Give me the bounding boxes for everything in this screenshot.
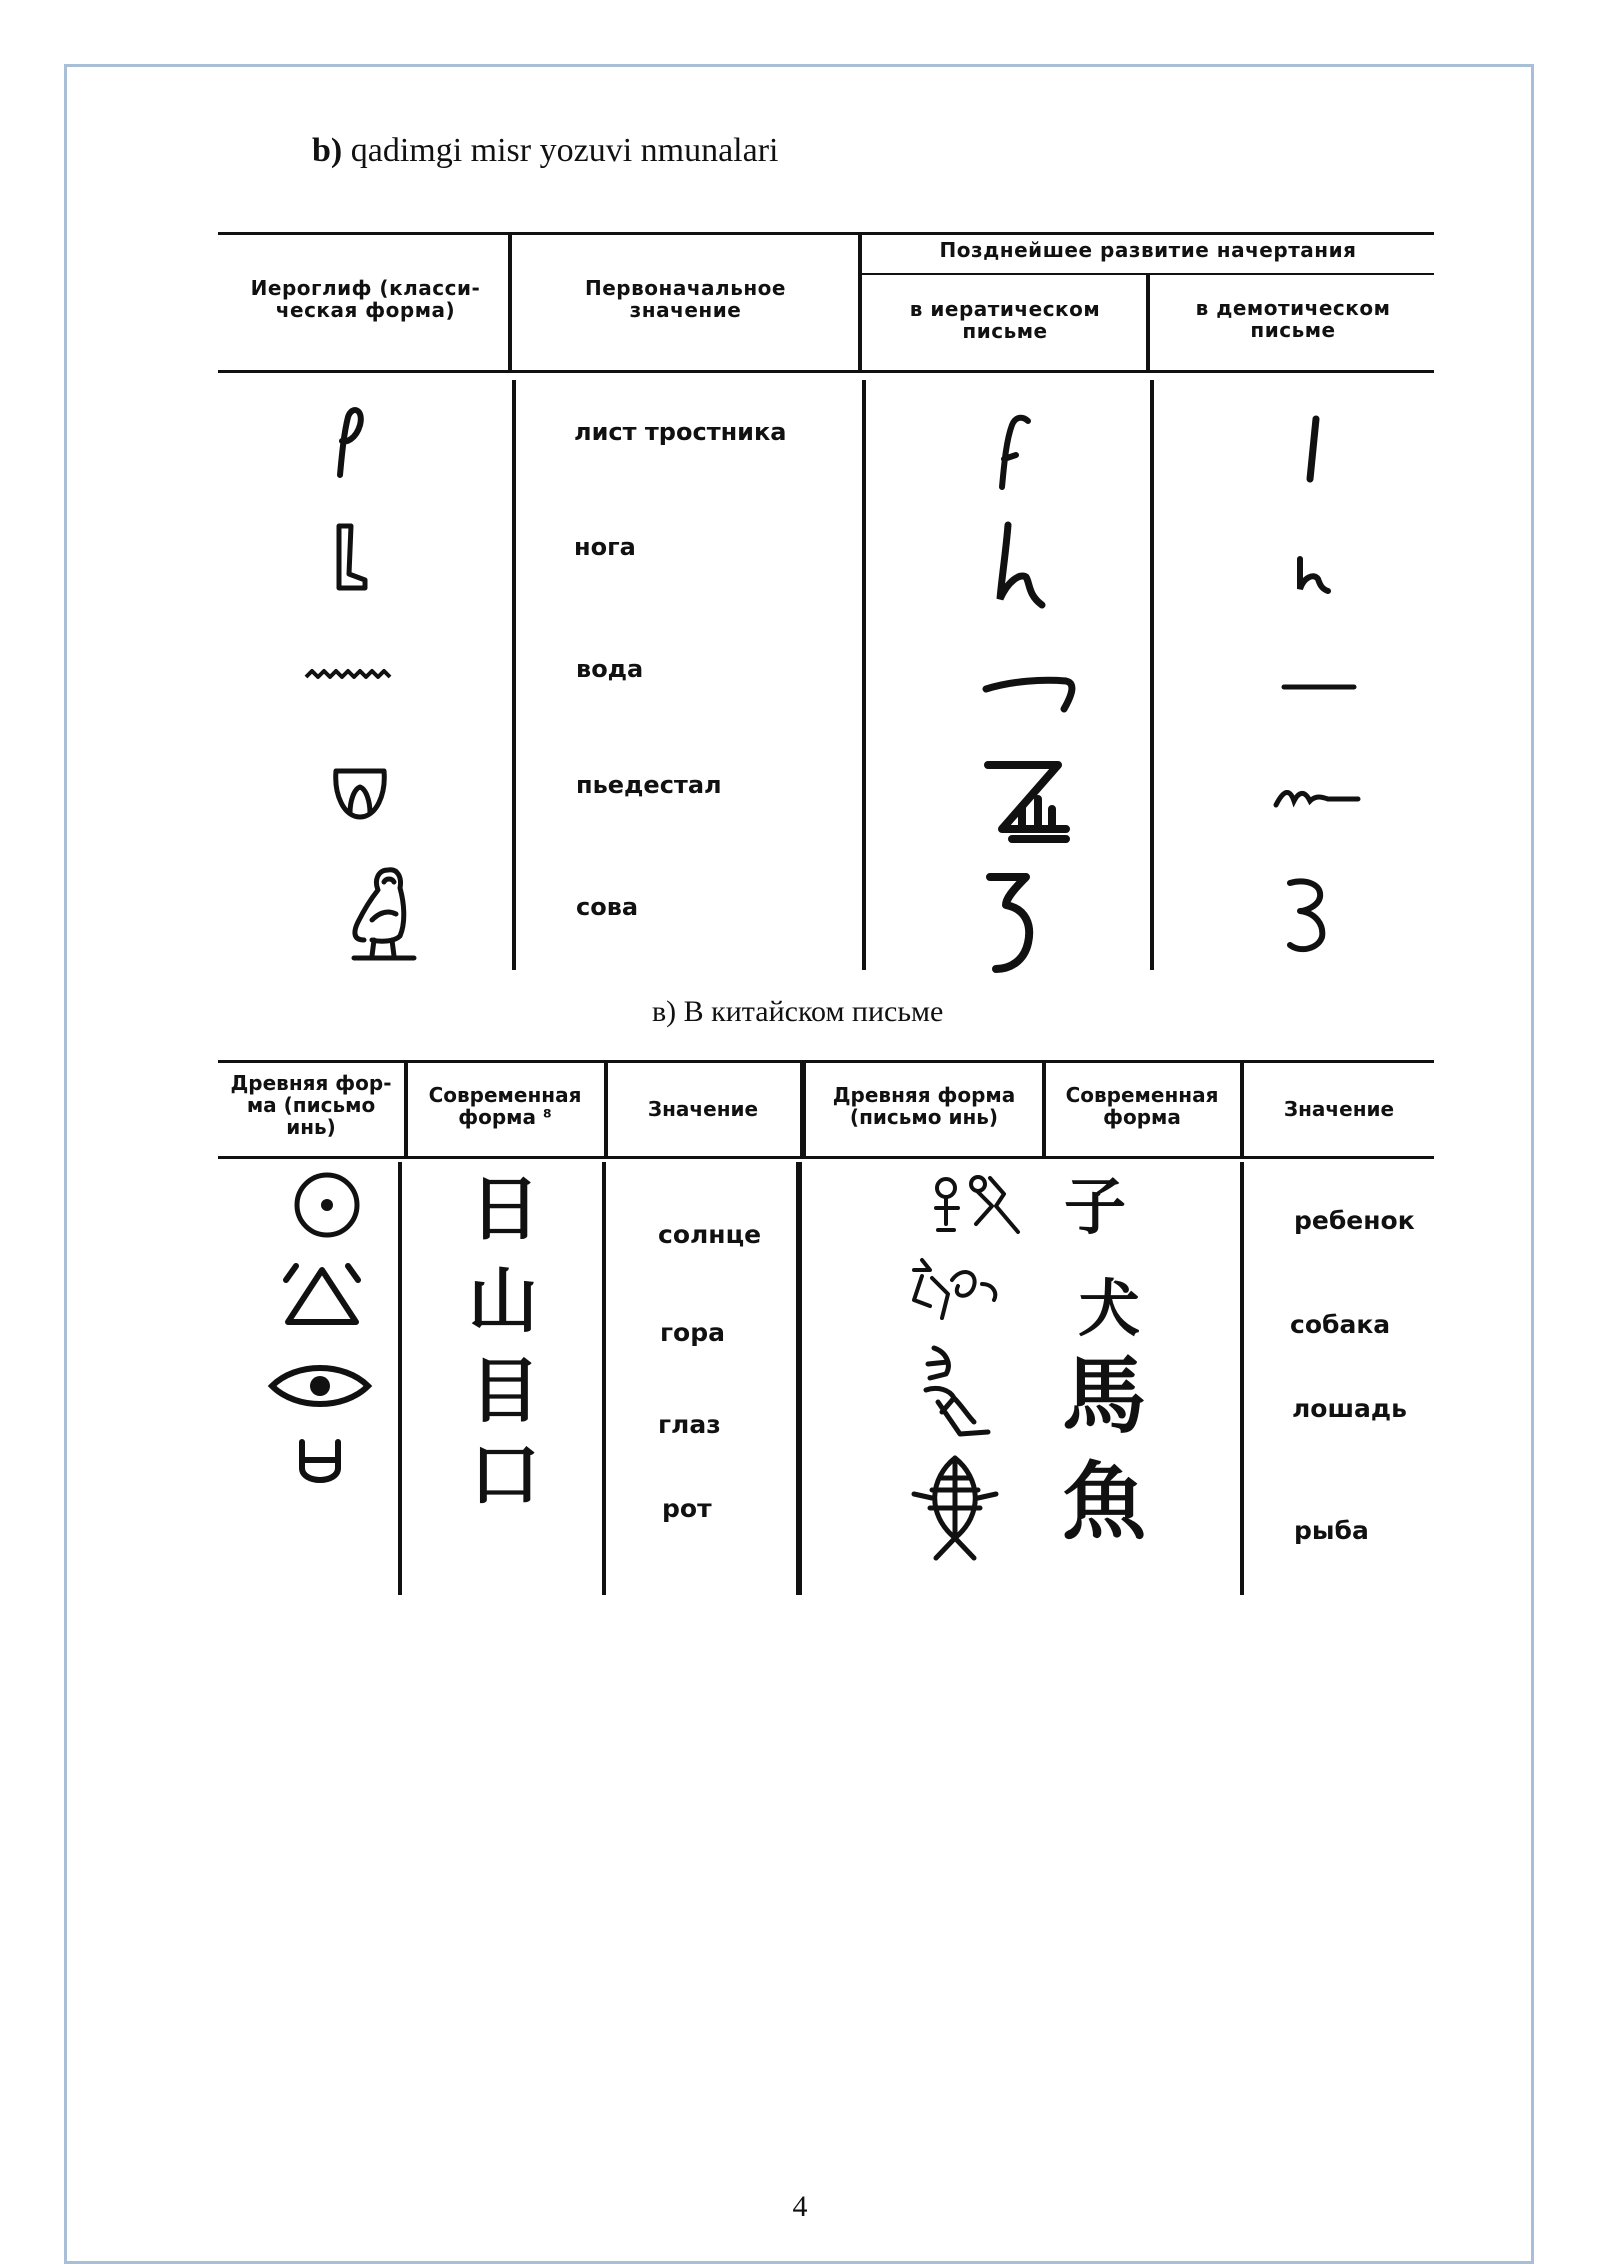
header-modern-form-2: Современная форма xyxy=(1065,1083,1219,1129)
col-divider xyxy=(858,232,862,370)
col-divider xyxy=(602,1162,606,1595)
chinese-script-table xyxy=(218,1060,1434,1595)
water-icon xyxy=(304,665,394,685)
page-number: 4 xyxy=(792,2190,808,2223)
table-header-rule xyxy=(218,370,1434,373)
meaning-dog: собака xyxy=(1290,1310,1391,1339)
table-top-rule xyxy=(218,1060,1434,1063)
hieratic-pedestal-icon xyxy=(982,755,1072,845)
table-header-rule xyxy=(218,1156,1434,1159)
meaning-horse: лошадь xyxy=(1292,1394,1407,1423)
horse-ancient-icon xyxy=(918,1342,998,1442)
col-divider xyxy=(512,380,516,970)
heading-label: b) xyxy=(312,132,343,169)
mountain-ancient-icon xyxy=(282,1260,362,1330)
hieratic-owl-icon xyxy=(982,869,1042,979)
header-demotic: в демотическом письме xyxy=(1195,296,1391,342)
owl-icon xyxy=(344,860,424,970)
dog-ancient-icon xyxy=(908,1256,1004,1326)
modern-char-mountain: 山 xyxy=(468,1260,538,1342)
modern-char-child: 子 xyxy=(1064,1170,1127,1243)
header-hieratic: в иератическом письме xyxy=(909,297,1101,343)
meaning-mouth: рот xyxy=(662,1494,712,1523)
egyptian-script-table xyxy=(218,225,1434,970)
header-original-meaning: Первоначальное значение xyxy=(585,276,786,322)
col-divider-double xyxy=(800,1062,806,1158)
header-hieroglyph: Иероглиф (класси- ческая форма) xyxy=(250,276,481,322)
section-heading xyxy=(312,132,779,170)
hieratic-reed-icon xyxy=(994,411,1034,491)
modern-char-fish: 魚 xyxy=(1062,1453,1147,1551)
col-divider xyxy=(398,1162,402,1595)
header-later-development: Позднейшее развитие начертания xyxy=(939,238,1357,262)
meaning-reed: лист тростника xyxy=(574,418,787,446)
pedestal-icon xyxy=(330,765,390,825)
modern-char-eye: 目 xyxy=(470,1350,540,1432)
col-divider xyxy=(1146,275,1150,370)
meaning-pedestal: пьедестал xyxy=(576,771,722,799)
col-divider xyxy=(862,380,866,970)
col-divider xyxy=(1150,380,1154,970)
hieratic-leg-icon xyxy=(990,521,1050,611)
demotic-owl-icon xyxy=(1282,875,1332,955)
col-divider xyxy=(508,232,512,370)
leg-icon xyxy=(331,522,371,592)
meaning-fish: рыба xyxy=(1294,1516,1369,1545)
meaning-leg: нога xyxy=(574,533,636,561)
eye-ancient-icon xyxy=(268,1358,372,1414)
col-divider xyxy=(1240,1162,1244,1595)
modern-char-mouth: 口 xyxy=(470,1434,540,1516)
meaning-sun: солнце xyxy=(658,1220,762,1249)
fish-ancient-icon xyxy=(910,1454,1000,1564)
meaning-water: вода xyxy=(576,655,644,683)
header-meaning-2: Значение xyxy=(1283,1097,1395,1121)
mouth-ancient-icon xyxy=(296,1438,344,1490)
meaning-eye: глаз xyxy=(658,1410,721,1439)
sun-ancient-icon xyxy=(292,1170,362,1240)
heading-text: qadimgi misr yozuvi nmunalari xyxy=(342,132,779,169)
modern-char-dog: 犬 xyxy=(1078,1272,1141,1345)
table-top-rule xyxy=(218,232,1434,235)
demotic-reed-icon xyxy=(1298,415,1328,485)
meaning-child: ребенок xyxy=(1294,1206,1415,1235)
meaning-mountain: гора xyxy=(660,1318,726,1347)
header-ancient-form-2: Древняя форма (письмо инь) xyxy=(832,1083,1016,1129)
child-ancient-icon xyxy=(932,1172,1022,1236)
modern-char-sun: 日 xyxy=(470,1168,540,1250)
header-ancient-form: Древняя фор- ма (письмо инь) xyxy=(230,1071,392,1139)
col-divider-double xyxy=(796,1162,802,1595)
header-meaning: Значение xyxy=(647,1097,759,1121)
demotic-water-icon xyxy=(1280,677,1360,697)
meaning-owl: сова xyxy=(576,893,639,921)
header-modern-form: Современная форма ⁸ xyxy=(428,1083,582,1129)
demotic-pedestal-icon xyxy=(1272,783,1362,813)
modern-char-horse: 馬 xyxy=(1062,1347,1147,1445)
reed-leaf-icon xyxy=(330,403,370,483)
hieratic-water-icon xyxy=(982,669,1082,729)
chinese-caption: в) В китайском письме xyxy=(652,995,944,1028)
demotic-leg-icon xyxy=(1292,555,1332,595)
